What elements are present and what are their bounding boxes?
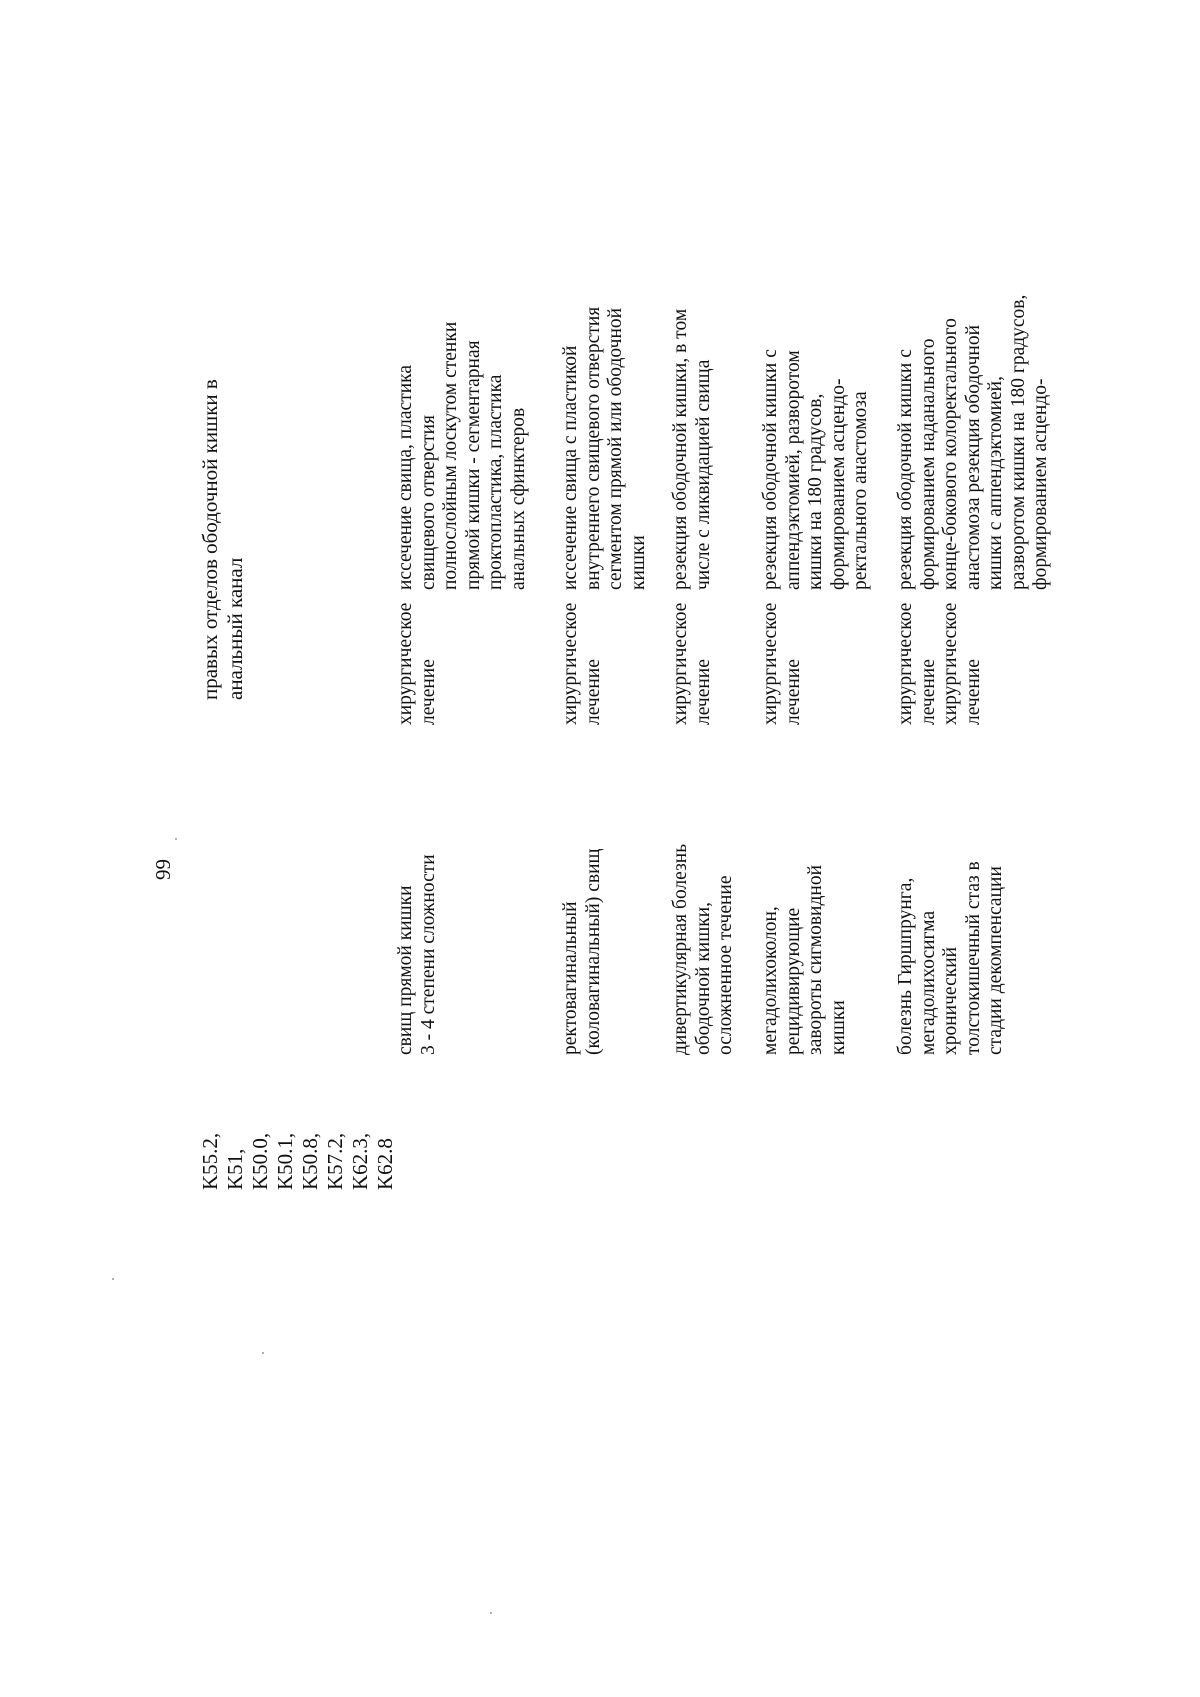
treatment-line: лечение [782, 659, 804, 725]
method-cell [395, 290, 530, 590]
diagnosis-cell [760, 755, 850, 1055]
treatment-type-cell [895, 595, 985, 725]
treatment-type-cell [760, 595, 805, 725]
treatment-line: лечение [417, 659, 439, 725]
diagnosis-line: мегадолихосигма [917, 910, 939, 1055]
method-line: кишки [627, 535, 649, 590]
icd-code: K50.8, [298, 1132, 322, 1190]
treatment-line: лечение [692, 659, 714, 725]
treatment-line: хирургическое [670, 602, 691, 725]
method-line: сегментом прямой или ободочной [605, 307, 626, 590]
icd-code: K57.2, [323, 1132, 347, 1190]
method-line: формированием асцендо- [1030, 378, 1051, 590]
treatment-type-cell [670, 595, 715, 725]
diagnosis-cell [895, 755, 1008, 1055]
method-line: резекция ободочной кишки с [760, 349, 781, 590]
method-line: проктопластика, пластика [485, 374, 506, 590]
treatment-line: лечение [582, 659, 604, 725]
icd-codes [198, 1050, 398, 1190]
method-text-line: анальный канал [223, 557, 247, 700]
scan-speck [112, 1278, 114, 1280]
method-line: резекция ободочной кишки с [895, 349, 916, 590]
icd-code: K50.1, [273, 1132, 297, 1190]
method-line: формированием асцендо- [827, 378, 849, 590]
treatment-line: хирургическое [395, 602, 416, 725]
method-line: анальных сфинктеров [507, 407, 529, 590]
method-line: полнослойным лоскутом стенки [440, 321, 461, 590]
diagnosis-line: стадии декомпенсации [985, 866, 1006, 1055]
diagnosis-line: мегадолихоколон, [760, 906, 781, 1055]
diagnosis-line: ободочной кишки, [692, 901, 714, 1055]
treatment-type-cell [560, 595, 605, 725]
method-cell [560, 290, 650, 590]
method-line: внутреннего свищевого отверстия [582, 306, 604, 590]
treatment-type-cell [395, 595, 440, 725]
icd-code: K62.3, [348, 1132, 372, 1190]
diagnosis-cell [395, 755, 440, 1055]
diagnosis-line: кишки [827, 1000, 849, 1055]
carryover-method-text [198, 310, 248, 700]
diagnosis-line: хронический [940, 946, 961, 1055]
diagnosis-line: дивертикулярная болезнь [670, 843, 691, 1055]
diagnosis-cell [560, 755, 605, 1055]
treatment-line: лечение [962, 659, 984, 725]
method-line: ректального анастомоза [850, 391, 871, 590]
method-line: иссечение свища с пластикой [560, 345, 581, 590]
method-line: кишки на 180 градусов, [805, 393, 826, 590]
icd-code: K51, [223, 1148, 247, 1190]
method-line: резекция ободочной кишки, в том [670, 308, 691, 590]
icd-code: K55.2, [198, 1132, 222, 1190]
treatment-line: хирургическое [895, 602, 916, 725]
method-line: аппендэктомией, разворотом [782, 350, 804, 590]
icd-code: K62.8 [373, 1138, 397, 1190]
method-line: кишки с аппендэктомией, [985, 376, 1006, 590]
diagnosis-line: ректовагинальный [560, 901, 581, 1055]
method-line: анастомоза резекция ободочной [962, 324, 984, 590]
treatment-line: хирургическое [760, 602, 781, 725]
method-cell [760, 290, 873, 590]
method-line: разворотом кишки на 180 градусов, [1007, 294, 1029, 590]
diagnosis-line: рецидивирующие [782, 907, 804, 1055]
diagnosis-line: 3 - 4 степени сложности [417, 854, 439, 1055]
diagnosis-line: толстокишечный стаз в [962, 861, 984, 1055]
treatment-line: хирургическое [940, 602, 961, 725]
method-line: конце-бокового колоректального [940, 318, 961, 590]
method-cell [895, 290, 1053, 590]
diagnosis-line: завороты сигмовидной [805, 864, 826, 1055]
method-line: прямой кишки - сегментарная [462, 340, 484, 590]
page-number: 99 [151, 859, 175, 880]
rotated-table [150, 290, 1150, 1697]
method-text-line: правых отделов ободочной кишки в [198, 379, 222, 700]
diagnosis-line: осложненное течение [715, 875, 736, 1055]
method-line: формированием наданального [917, 338, 939, 590]
diagnosis-line: свищ прямой кишки [395, 885, 416, 1055]
method-line: иссечение свища, пластика [395, 364, 416, 590]
method-line: числе с ликвидацией свища [692, 359, 714, 590]
diagnosis-cell [670, 755, 738, 1055]
icd-code: K50.0, [248, 1132, 272, 1190]
treatment-line: лечение [917, 659, 939, 725]
diagnosis-line: болезнь Гиршпрунга, [895, 877, 916, 1055]
method-line: свищевого отверстия [417, 414, 439, 590]
diagnosis-line: (коловагинальный) свищ [582, 848, 604, 1055]
treatment-line: хирургическое [560, 602, 581, 725]
method-cell [670, 290, 715, 590]
